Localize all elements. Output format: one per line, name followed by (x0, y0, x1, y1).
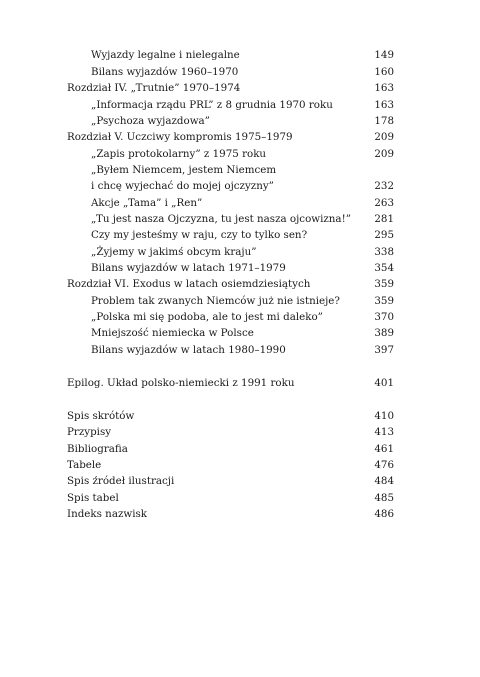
toc-entry (67, 162, 394, 178)
toc-entry (67, 244, 394, 260)
toc-entry (67, 424, 394, 440)
toc-entry-page: 486 (374, 508, 394, 520)
toc-entry (67, 178, 394, 194)
toc-entry (67, 490, 394, 506)
toc-entry-title: Tabele (67, 459, 102, 471)
toc-entry-title: Mniejszość niemiecka w Polsce (91, 327, 254, 339)
toc-entry-title: Bibliografia (67, 443, 128, 455)
toc-entry-page: 359 (374, 278, 394, 290)
toc-entry-title: Akcje „Tama” i „Ren” (91, 197, 203, 209)
toc-entry (67, 506, 394, 522)
toc-entry-title: Spis tabel (67, 492, 119, 504)
toc-entry-page: 209 (374, 131, 394, 143)
toc-entry (67, 375, 394, 391)
toc-entry (67, 457, 394, 473)
toc-entry-page: 359 (374, 295, 394, 307)
toc-entry (67, 309, 394, 325)
toc-entry (67, 47, 394, 63)
toc-entry-page: 232 (374, 180, 394, 192)
toc-entry-title: „Informacja rządu PRL” z 8 grudnia 1970 roku (91, 99, 333, 111)
toc-entry-title: Bilans wyjazdów 1960–1970 (91, 66, 239, 78)
toc-entry-page: 476 (374, 459, 394, 471)
toc-entry-page: 263 (374, 197, 394, 209)
toc-entry-page: 354 (374, 262, 394, 274)
toc-entry (67, 195, 394, 211)
toc-entry-title: „Polska mi się podoba, ale to jest mi daleko” (91, 311, 323, 323)
toc-entry-title: „Zapis protokolarny” z 1975 roku (91, 148, 267, 160)
toc-entry-page: 389 (374, 327, 394, 339)
toc-entry-title: Rozdział V. Uczciwy kompromis 1975–1979 (67, 131, 293, 143)
toc-entry (67, 260, 394, 276)
toc-entry-page: 295 (374, 229, 394, 241)
toc-entry-page: 397 (374, 344, 394, 356)
toc-entry-page: 370 (374, 311, 394, 323)
toc-entry-title: Rozdział VI. Exodus w latach osiemdziesiątych (67, 278, 311, 290)
toc-entry-title: „Tu jest nasza Ojczyzna, tu jest nasza ojcowizna!” (91, 213, 351, 225)
toc-entry-title: Problem tak zwanych Niemców już nie istnieje? (91, 295, 340, 307)
toc-entry (67, 64, 394, 80)
toc-entry-title: Czy my jesteśmy w raju, czy to tylko sen? (91, 229, 308, 241)
toc-entry-page: 413 (374, 426, 394, 438)
toc-entry (67, 473, 394, 489)
toc-entry (67, 408, 394, 424)
toc-entry-page: 461 (374, 443, 394, 455)
toc-entry-page: 209 (374, 148, 394, 160)
toc-entry (67, 293, 394, 309)
toc-entry-title: Spis skrótów (67, 410, 135, 422)
toc-entry (67, 146, 394, 162)
toc-entry-page: 485 (374, 492, 394, 504)
toc-entry-page: 281 (374, 213, 394, 225)
toc-entry-page: 401 (374, 377, 394, 389)
toc-entry (67, 80, 394, 96)
toc-entry (67, 441, 394, 457)
toc-entry-title: Bilans wyjazdów w latach 1980–1990 (91, 344, 286, 356)
toc-entry-page: 410 (374, 410, 394, 422)
toc-entry-title: Przypisy (67, 426, 112, 438)
toc-entry-title: „Psychoza wyjazdowa” (91, 115, 210, 127)
toc-entry (67, 113, 394, 129)
toc-entry (67, 276, 394, 292)
toc-entry-page: 149 (374, 49, 394, 61)
toc-entry-title: Indeks nazwisk (67, 508, 148, 520)
toc-entry (67, 325, 394, 341)
toc-entry-title: Epilog. Układ polsko-niemiecki z 1991 roku (67, 377, 295, 389)
toc-entry (67, 342, 394, 358)
toc-entry-page: 484 (374, 475, 394, 487)
toc-entry-title: Rozdział IV. „Trutnie” 1970–1974 (67, 82, 241, 94)
toc-entry-page: 163 (374, 82, 394, 94)
toc-entry (67, 97, 394, 113)
toc-entry-title: Wyjazdy legalne i nielegalne (91, 49, 240, 61)
toc-entry-title: „Byłem Niemcem, jestem Niemcem (91, 164, 277, 176)
toc-entry (67, 227, 394, 243)
toc-entry-page: 160 (374, 66, 394, 78)
toc-entry-title: Bilans wyjazdów w latach 1971–1979 (91, 262, 286, 274)
toc-entry-title: Spis źródeł ilustracji (67, 475, 175, 487)
toc-entry (67, 211, 394, 227)
toc-entry-page: 163 (374, 99, 394, 111)
toc-entry-title: „Żyjemy w jakimś obcym kraju” (91, 246, 257, 258)
toc-entry-page: 338 (374, 246, 394, 258)
toc-entry (67, 129, 394, 145)
toc-entry-title: i chcę wyjechać do mojej ojczyzny” (91, 180, 274, 192)
toc-entry-page: 178 (374, 115, 394, 127)
